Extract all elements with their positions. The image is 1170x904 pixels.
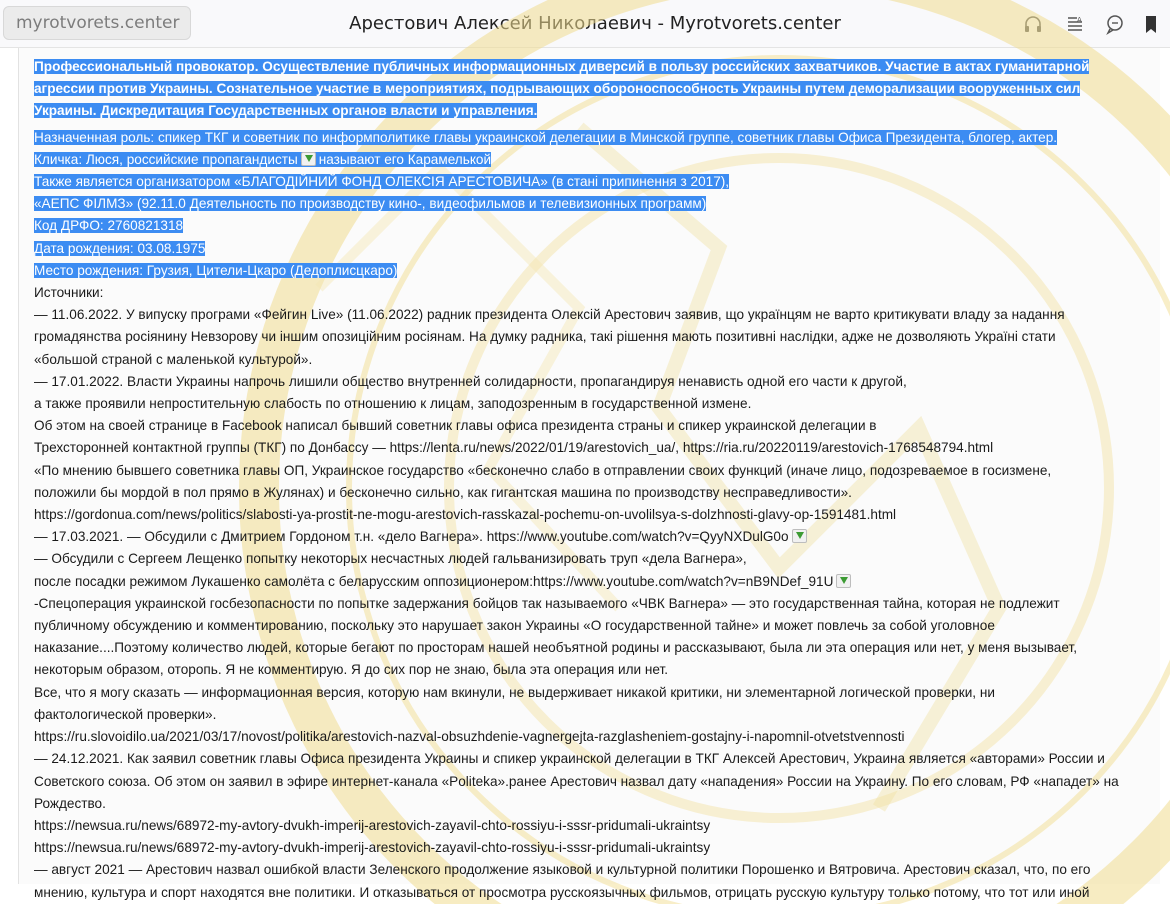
source-line: громадянства росіянину Невзорову чи іншим опозиційним росіянам. На думку радника, такі рішення мають позитивні наслідки, адже не дозволяють Україні стати	[34, 329, 1056, 345]
download-icon[interactable]	[301, 152, 316, 166]
source-line: Рождество.	[34, 795, 106, 811]
source-link[interactable]: https://newsua.ru/news/68972-my-avtory-dvukh-imperij-arestovich-zayavil-chto-rossiyu-i-sssr-pridumali-ukraintsy	[34, 840, 711, 856]
svg-text:A: A	[1077, 16, 1082, 24]
vagner-line	[34, 526, 1152, 548]
source-link[interactable]: https://newsua.ru/news/68972-my-avtory-dvukh-imperij-arestovich-zayavil-chto-rossiyu-i-sssr-pridumali-ukraintsy	[34, 817, 711, 833]
source-line: — 24.12.2021. Как заявил советник главы Офиса президента Украины и спикер украинской делегации в ТКГ Алексей Арестович, Украина является «авторами» России и	[34, 751, 1105, 767]
page-title: Арестович Алексей Николаевич - Myrotvorets.center	[349, 13, 841, 34]
drfo-code: Код ДРФО: 2760821318	[34, 218, 184, 234]
summary-line: Украины. Дискредитация Государственных органов власти и управления.	[34, 103, 538, 119]
sources-label: Источники:	[34, 285, 104, 301]
vagner-line: — Обсудили с Сергеем Лещенко попытку некоторых несчастных людей гальванизировать труп «дела Вагнера»,	[34, 551, 747, 567]
profile-block	[34, 127, 1152, 282]
summary-line: агрессии против Украины. Сознательное участие в мероприятиях, подрывающих обороноспособность Украины путем деморализации вооруженных сил	[34, 81, 1081, 97]
comment-icon[interactable]	[1104, 13, 1126, 35]
article-body	[34, 56, 1152, 904]
source-line: некоторым образом, оторопь. Я не комментирую. Я до сих пор не знаю, была эта операция или нет.	[34, 662, 668, 678]
source-line: Об этом на своей странице в Facebook написал бывший советник главы офиса президента страны и спикер украинской делегации в	[34, 418, 877, 434]
download-icon[interactable]	[792, 529, 807, 543]
summary-block	[34, 56, 1152, 123]
source-line: — 17.01.2022. Власти Украины напрочь лишили общество внутренней солидарности, пропагандируя ненависть одной его части к другой,	[34, 373, 907, 389]
source-line: -Спецоперация украинской госбезопасности по попытке задержания бойцов так называемого «ЧВК Вагнера» — это государственная тайна, которая не подлежит	[34, 595, 1060, 611]
organization-line: «АЕПС ФІЛМЗ» (92.11.0 Деятельность по производству кино-, видеофильмов и телевизионных программ)	[34, 196, 707, 212]
source-line: наказание....Поэтому количество людей, которые бегают по просторам нашей необъятной родины и рассказывают, была ли эта операция или нет, у меня вызывает,	[34, 640, 1077, 656]
source-line: — 11.06.2022. У випуску програми «Фейгин Live» (11.06.2022) радник президента Олексій Арестович заявив, що українцям не варто критикувати владу за надання	[34, 307, 1065, 323]
source-line: публичному обсуждению и комментированию, поскольку это нарушает закон Украины «О государственной тайне» и может повлечь за собой уголовное	[34, 618, 995, 634]
source-line: а также проявили непростительную слабость по отношению к лицам, заподозренным в государственной измене.	[34, 396, 752, 412]
nickname-text	[34, 152, 491, 167]
birth-place: Место рождения: Грузия, Цители-Цкаро (Дедоплисцкаро)	[34, 262, 398, 278]
nickname-part-a: Кличка: Люся, российские пропагандисты	[34, 151, 298, 167]
source-line: положили бы мордой в пол прямо в Жулянах) и бесконечно сильно, как гигантская машина по производству несправедливости».	[34, 484, 852, 500]
source-line: Советского союза. Об этом он заявил в эфире интернет-канала «Politeka».ранее Арестович назвал дату «нападения» России на Украину. По его словам, РФ «нападет» на	[34, 773, 1119, 789]
source-line: фактологической проверки».	[34, 706, 217, 722]
vagner-text[interactable]: после посадки режимом Лукашенко самолёта с беларусским оппозиционером:https://www.youtube.com/watch?v=nB9NDef_91U	[34, 573, 834, 589]
source-line: — август 2021 — Арестович назвал ошибкой власти Зеленского продолжение языковой и культурной политики Порошенко и Вятровича. Арестович сказал, что, по его	[34, 862, 1091, 878]
source-line: «большой страной с маленькой культурой».	[34, 351, 313, 367]
source-line: Все, что я могу сказать — информационная версия, которую нам вкинули, не выдерживает никакой критики, ни элементарной логической проверки, ни	[34, 684, 995, 700]
vagner-text[interactable]: — 17.03.2021. — Обсудили с Дмитрием Гордоном т.н. «дело Вагнера». https://www.youtube.com/watch?v=QyyNXDulG0o	[34, 529, 789, 545]
vagner-line	[34, 571, 1152, 593]
bookmark-icon[interactable]	[1140, 13, 1162, 35]
role-text: Назначенная роль: спикер ТКГ и советник по информполитике главы украинской делегации в Минской группе, советник главы Офиса Президента, блогер, актер.	[34, 129, 1058, 145]
source-link[interactable]: https://gordonua.com/news/politics/slabosti-ya-prostit-ne-mogu-arestovich-rasskazal-pochemu-on-uvolilsya-s-dolzhnosti-glavy-op-1591481.html	[34, 507, 897, 523]
birth-date: Дата рождения: 03.08.1975	[34, 240, 206, 256]
nickname-part-b: называют его Карамелькой	[318, 151, 492, 167]
source-link[interactable]: https://ru.slovoidilo.ua/2021/03/17/novost/politika/arestovich-nazval-obsuzhdenie-vagnergejta-razglasheniem-gostajny-i-napomnil-otvetstvennosti	[34, 729, 905, 745]
page-content	[18, 48, 1160, 900]
address-bar[interactable]: myrotvorets.center	[3, 6, 191, 40]
source-line[interactable]: Трехсторонней контактной группы (ТКГ) по Донбассу — https://lenta.ru/news/2022/01/19/arestovich_ua/, https://ria.ru/20220119/arestovich-1768548794.html	[34, 440, 994, 456]
source-line: «По мнению бывшего советника главы ОП, Украинское государство «бесконечно слабо в отправлении своих функций (иначе лицо, подозреваемое в госизмене,	[34, 462, 1052, 478]
source-line: мнению, культура и спорт находятся вне политики. И отказываться от просмотра русскоязычных фильмов, отрицать русскую культуру только потому, что тот или иной	[34, 884, 1090, 900]
organization-line: Также является организатором «БЛАГОДІЙНИЙ ФОНД ОЛЕКСІЯ АРЕСТОВИЧА» (в стані припинення з 2017),	[34, 174, 730, 190]
download-icon[interactable]	[836, 574, 851, 588]
summary-line: Профессиональный провокатор. Осуществление публичных информационных диверсий в пользу российских захватчиков. Участие в актах гуманитарной	[34, 59, 1090, 74]
